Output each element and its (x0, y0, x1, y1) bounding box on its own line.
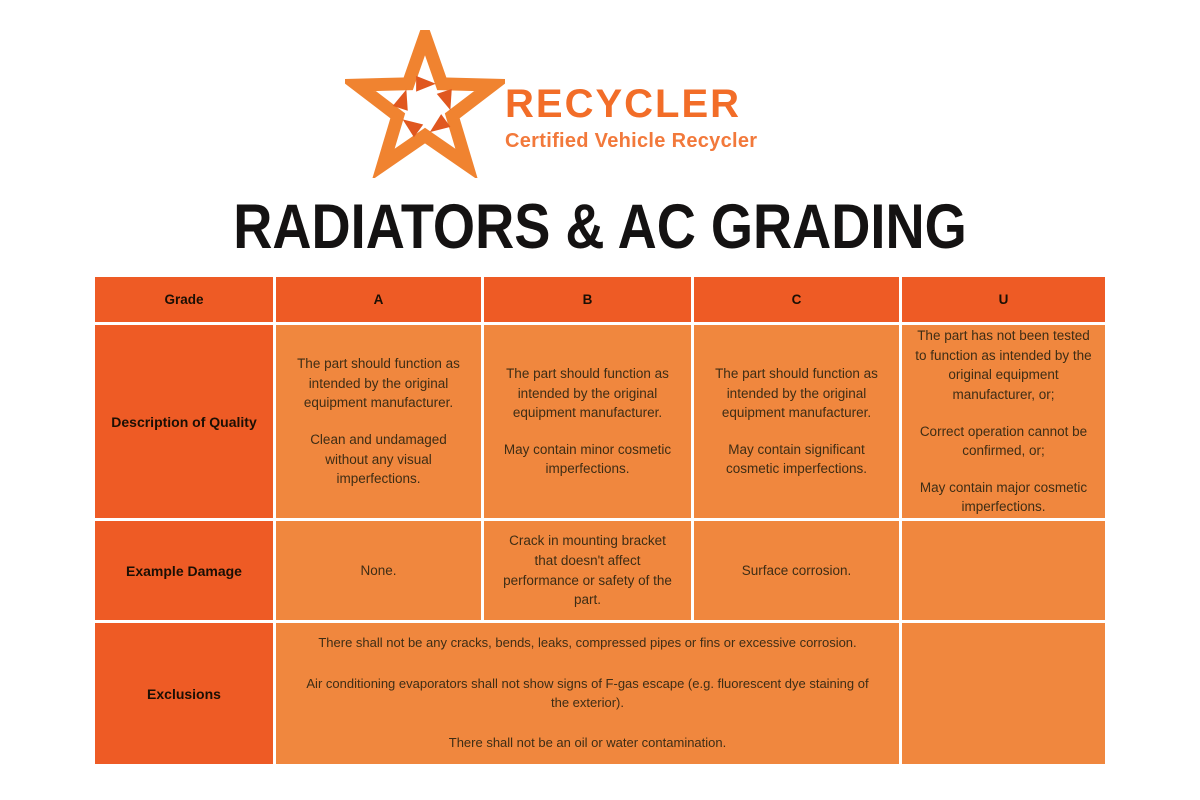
quality-cell-grade-b (484, 325, 691, 518)
cell-paragraph: Crack in mounting bracket that doesn't affect performance or safety of the part. (503, 533, 672, 608)
cell-paragraph: May contain significant cosmetic imperfections. (725, 441, 868, 477)
cell-paragraph: None. (360, 562, 397, 578)
quality-cell-grade-u (902, 325, 1105, 518)
damage-cell-grade-b (484, 521, 691, 620)
page-title: RADIATORS & AC GRADING (233, 192, 967, 262)
column-header-grade: Grade (95, 277, 273, 322)
exclusions-cell-merged (276, 623, 899, 764)
brand-name: RECYCLER (505, 82, 742, 126)
cell-paragraph: Clean and undamaged without any visual imperfections. (310, 432, 447, 487)
cell-paragraph: There shall not be an oil or water contamination. (448, 735, 727, 751)
cell-paragraph: Surface corrosion. (741, 562, 852, 578)
column-header-u: U (902, 277, 1105, 322)
cell-paragraph: May contain major cosmetic imperfections. (919, 479, 1088, 515)
cell-paragraph: The part should function as intended by the original equipment manufacturer. (715, 366, 878, 421)
cell-paragraph: There shall not be any cracks, bends, leaks, compressed pipes or fins or excessive corrosion. (318, 634, 857, 650)
quality-cell-grade-c (694, 325, 899, 518)
cell-paragraph: Air conditioning evaporators shall not show signs of F-gas escape (e.g. fluorescent dye staining of the exterior). (306, 675, 869, 710)
grading-table (95, 277, 1105, 764)
cell-paragraph: The part should function as intended by the original equipment manufacturer. (506, 366, 669, 421)
logo (505, 84, 757, 151)
row-label-exclusions: Exclusions (95, 623, 273, 764)
cell-paragraph: Correct operation cannot be confirmed, or; (919, 423, 1088, 459)
exclusions-cell-grade-u-empty (902, 623, 1105, 764)
cell-paragraph: The part should function as intended by the original equipment manufacturer. (297, 356, 460, 411)
cell-paragraph: May contain minor cosmetic imperfections. (503, 441, 672, 477)
row-label-description-of-quality: Description of Quality (95, 325, 273, 518)
recycler-star-logo-icon (345, 30, 505, 178)
damage-cell-grade-c (694, 521, 899, 620)
quality-cell-grade-a (276, 325, 481, 518)
damage-cell-grade-u-empty (902, 521, 1105, 620)
column-header-a: A (276, 277, 481, 322)
cell-paragraph: The part has not been tested to function as intended by the original equipment manufacturer, or; (915, 328, 1092, 402)
brand-tagline: Certified Vehicle Recycler (505, 130, 758, 152)
column-header-b: B (484, 277, 691, 322)
row-label-example-damage: Example Damage (95, 521, 273, 620)
column-header-c: C (694, 277, 899, 322)
damage-cell-grade-a (276, 521, 481, 620)
